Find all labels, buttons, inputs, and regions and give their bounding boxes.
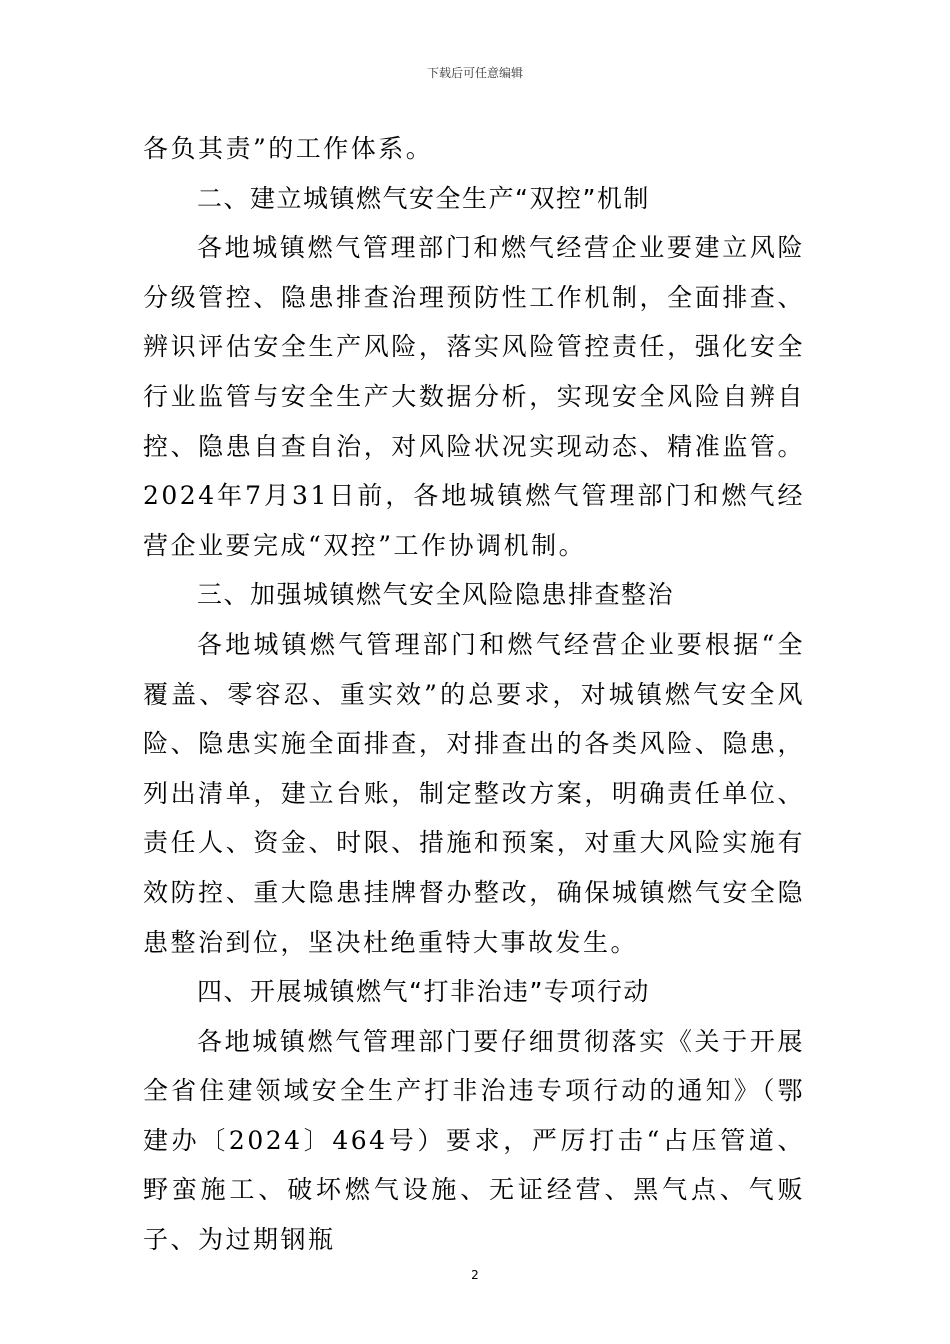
paragraph-section-4: 各地城镇燃气管理部门要仔细贯彻落实《关于开展全省住建领域安全生产打非治违专项行动的通知》（鄂建办〔2024〕464号）要求，严厉打击“占压管道、野蛮施工、破坏燃气设施、无证经营、黑气点、气贩子、为过期钢瓶 xyxy=(143,1026,805,1255)
section-heading-4: 四、开展城镇燃气“打非治违”专项行动 xyxy=(197,977,650,1007)
paragraph-continuation: 各负其责”的工作体系。 xyxy=(143,134,434,163)
section-heading-2: 二、建立城镇燃气安全生产“双控”机制 xyxy=(197,183,650,213)
document-body xyxy=(143,124,805,1265)
paragraph-section-2: 各地城镇燃气管理部门和燃气经营企业要建立风险分级管控、隐患排查治理预防性工作机制，全面排查、辨识评估安全生产风险，落实风险管控责任，强化安全行业监管与安全生产大数据分析，实现安全风险自辨自控、隐患自查自治，对风险状况实现动态、精准监管。2024年7月31日前，各地城镇燃气管理部门和燃气经营企业要完成“双控”工作协调机制。 xyxy=(143,233,805,560)
page-header: 下载后可任意编辑 xyxy=(426,66,523,80)
page-number: 2 xyxy=(471,1268,479,1282)
paragraph-section-3: 各地城镇燃气管理部门和燃气经营企业要根据“全覆盖、零容忍、重实效”的总要求，对城镇燃气安全风险、隐患实施全面排查，对排查出的各类风险、隐患，列出清单，建立台账，制定整改方案，明确责任单位、责任人、资金、时限、措施和预案，对重大风险实施有效防控、重大隐患挂牌督办整改，确保城镇燃气安全隐患整治到位，坚决杜绝重特大事故发生。 xyxy=(143,629,805,957)
section-heading-3: 三、加强城镇燃气安全风险隐患排查整治 xyxy=(197,580,675,610)
